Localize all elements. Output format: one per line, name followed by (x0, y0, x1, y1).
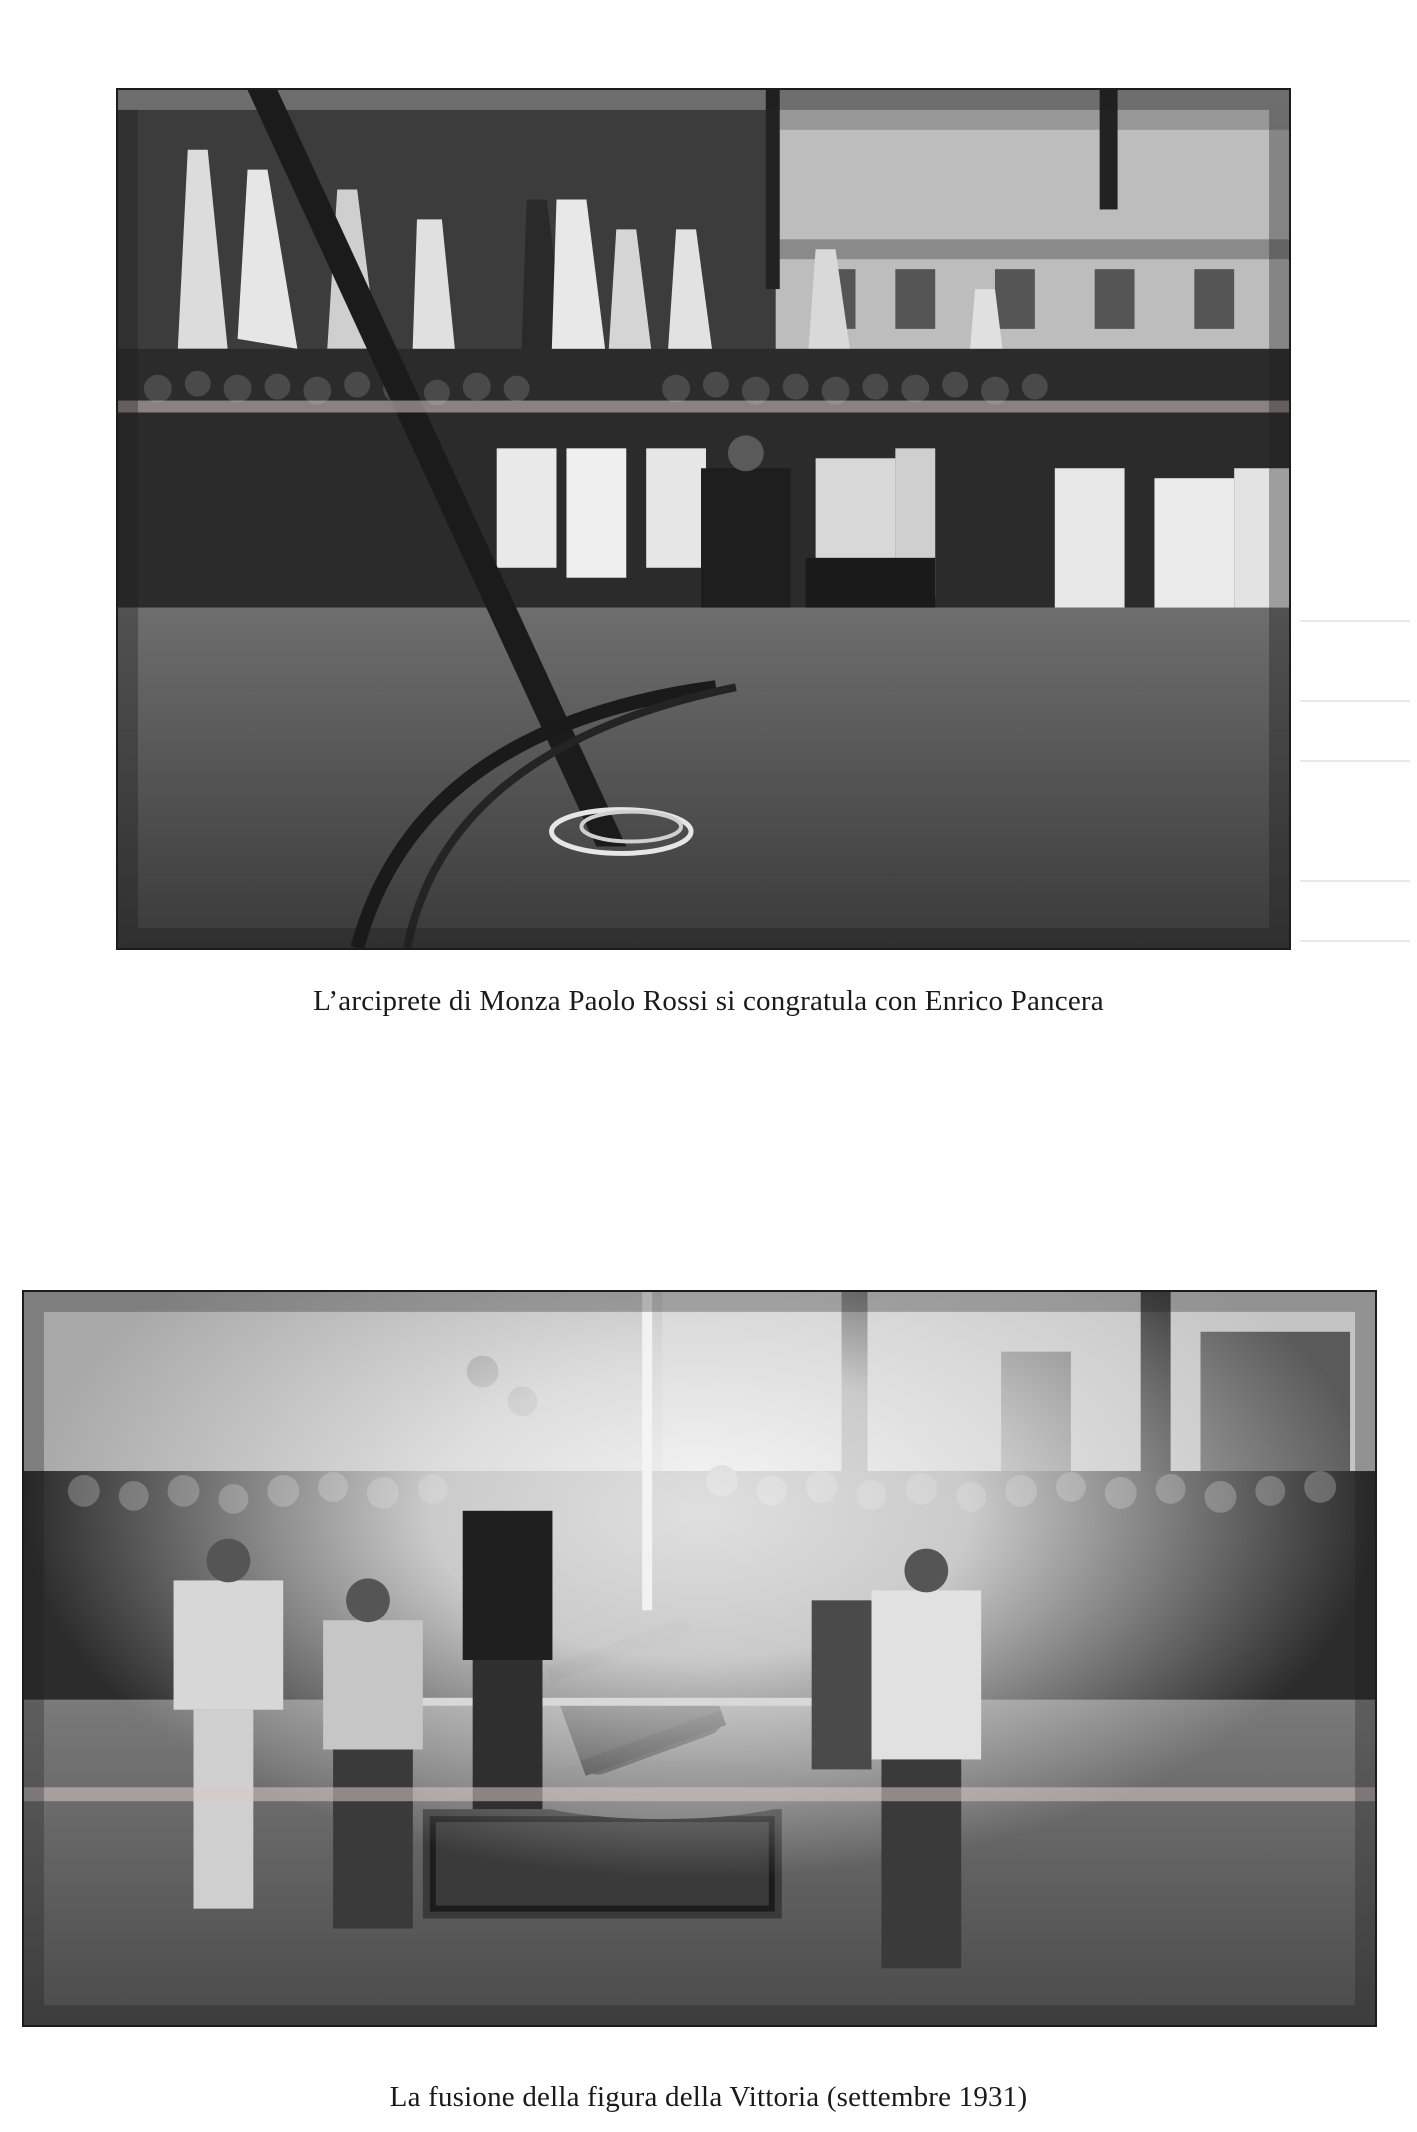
bleed-mark (1300, 940, 1410, 942)
bleed-mark (1300, 700, 1410, 702)
bleed-mark (1300, 620, 1410, 622)
photo-caption: La fusione della figura della Vittoria (settembre 1931) (389, 2081, 1028, 2113)
photo-foundry-image (24, 1292, 1375, 2025)
bleed-mark (1300, 760, 1410, 762)
photo-ceremony (116, 88, 1291, 950)
photo-caption: L’arciprete di Monza Paolo Rossi si congratula con Enrico Pancera (313, 985, 1104, 1017)
bleed-mark (1300, 880, 1410, 882)
photo-ceremony-image (118, 90, 1289, 948)
photo-foundry (22, 1290, 1377, 2027)
